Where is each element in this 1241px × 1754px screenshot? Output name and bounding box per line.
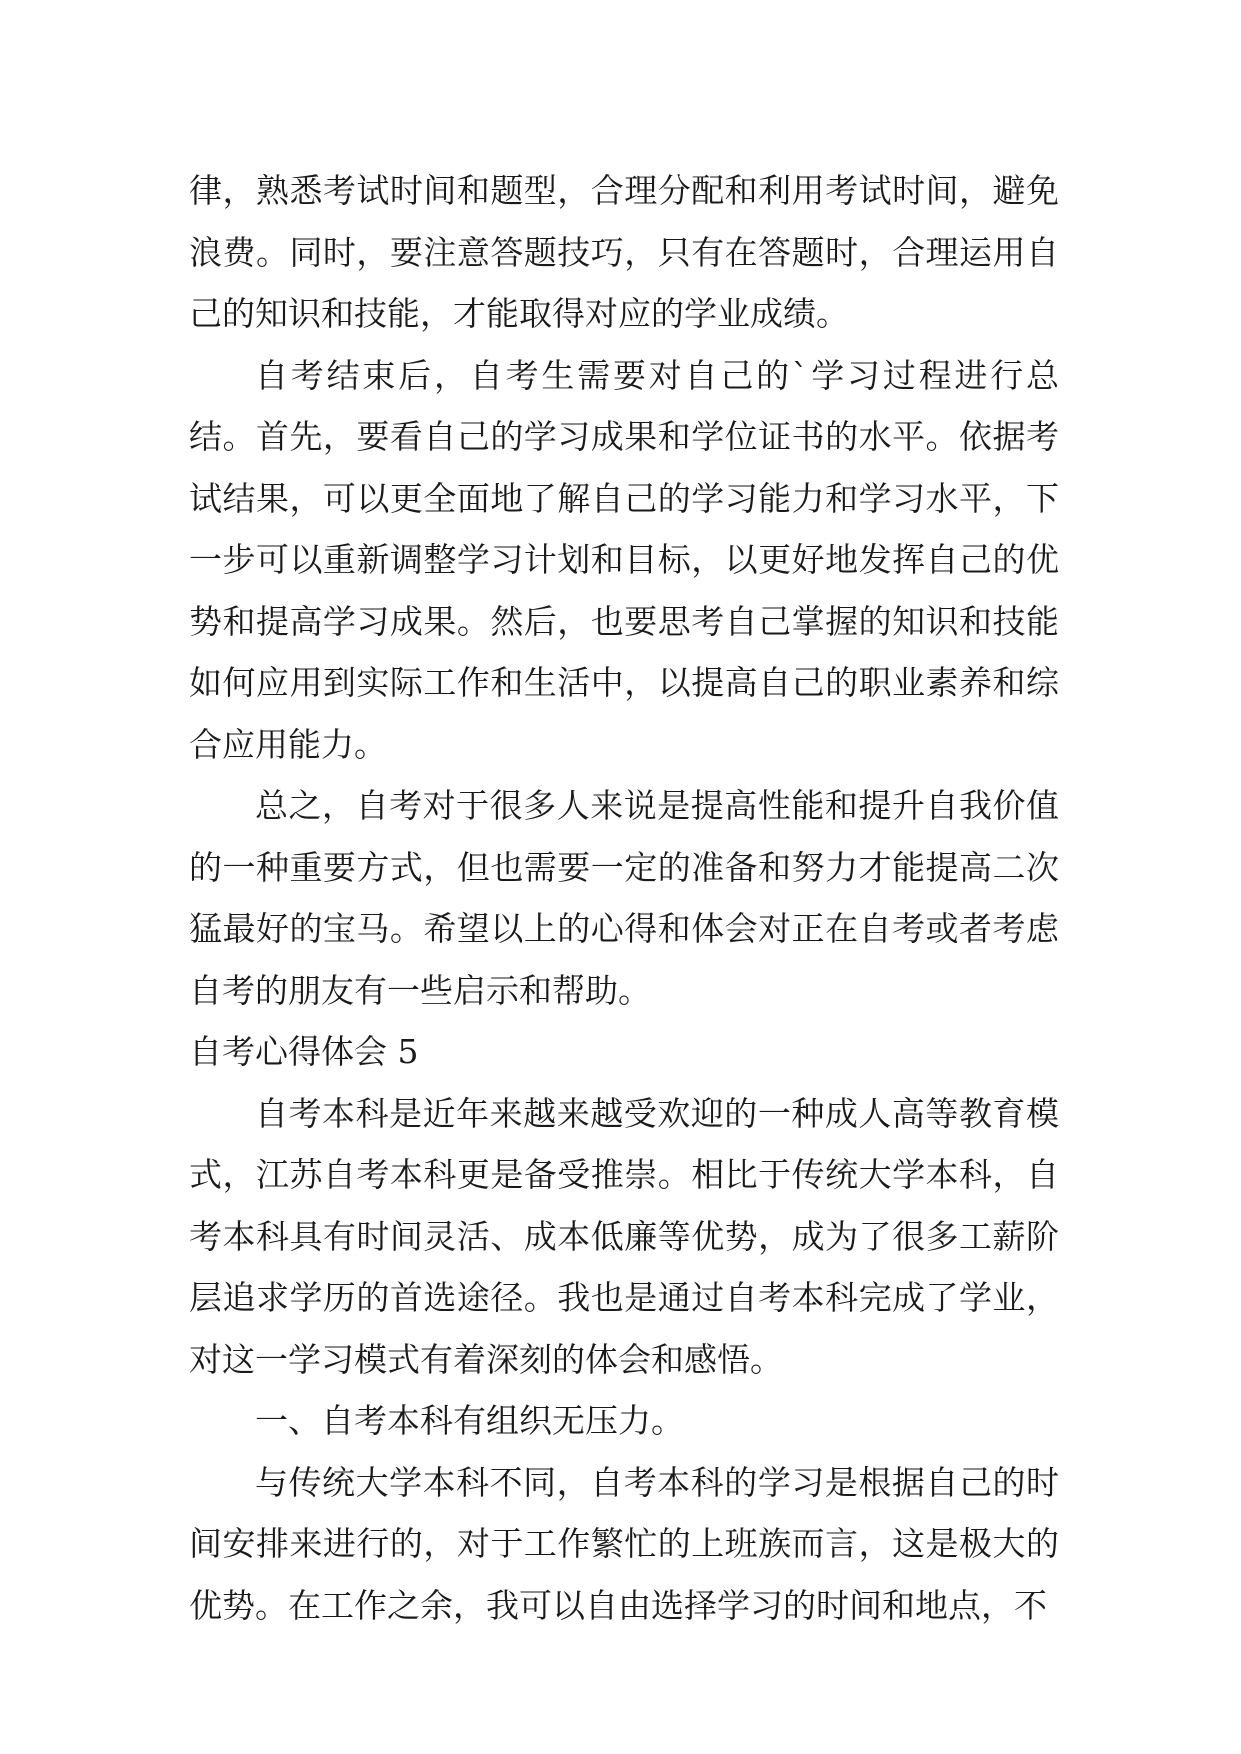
paragraph-point-one: 一、自考本科有组织无压力。 xyxy=(255,1401,684,1440)
paragraph-intro: 自考本科是近年来越来越受欢迎的一种成人高等教育模式，江苏自考本科更是备受推崇。相比于传统大学本科，自考本科具有时间灵活、成本低廉等优势，成为了很多工薪阶层追求学历的首选途径。我也是通过自考本科完成了学业，对这一学习模式有着深刻的体会和感悟。 xyxy=(189,1093,1059,1379)
paragraph-exam-summary: 自考结束后，自考生需要对自己的`学习过程进行总结。首先，要看自己的学习成果和学位证书的水平。依据考试结果，可以更全面地了解自己的学习能力和学习水平，下一步可以重新调整学习计划和目标，以更好地发挥自己的优势和提高学习成果。然后，也要思考自己掌握的知识和技能如何应用到实际工作和生活中，以提高自己的职业素养和综合应用能力。 xyxy=(189,355,1059,764)
section-heading: 自考心得体会 5 xyxy=(189,1032,419,1071)
paragraph-point-one-body: 与传统大学本科不同，自考本科的学习是根据自己的时间安排来进行的，对于工作繁忙的上班族而言，这是极大的优势。在工作之余，我可以自由选择学习的时间和地点，不 xyxy=(189,1462,1059,1625)
paragraph-conclusion: 总之，自考对于很多人来说是提高性能和提升自我价值的一种重要方式，但也需要一定的准备和努力才能提高二次猛最好的宝马。希望以上的心得和体会对正在自考或者考虑自考的朋友有一些启示和帮助。 xyxy=(189,786,1059,1010)
paragraph-continuation: 律，熟悉考试时间和题型，合理分配和利用考试时间，避免浪费。同时，要注意答题技巧，只有在答题时，合理运用自己的知识和技能，才能取得对应的学业成绩。 xyxy=(189,171,1059,333)
document-body xyxy=(189,160,1059,1636)
